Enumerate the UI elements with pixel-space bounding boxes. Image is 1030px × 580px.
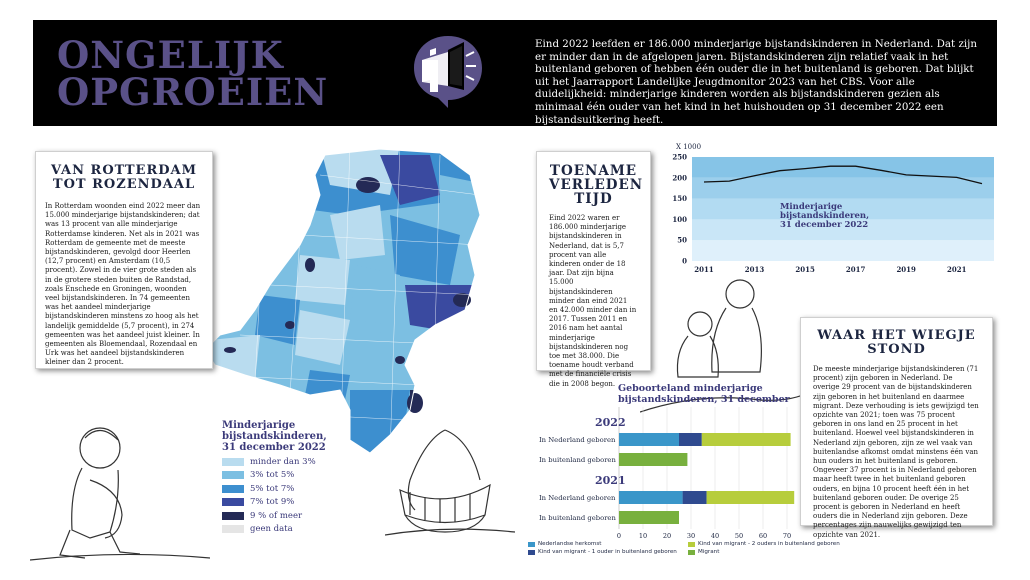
megaphone-bubble-icon bbox=[408, 30, 488, 110]
map-legend-item bbox=[222, 482, 316, 496]
bar-segment bbox=[707, 491, 795, 504]
bar-legend-label: Kind van migrant - 2 ouders in buitenland geboren bbox=[698, 541, 840, 547]
line-chart-title-line: 31 december 2022 bbox=[780, 220, 869, 230]
bar-segment bbox=[619, 453, 687, 466]
map-legend-title bbox=[222, 420, 327, 453]
card-wiegje-heading: WAAR HET WIEGJE STOND bbox=[817, 328, 976, 357]
line-chart-band bbox=[692, 240, 994, 261]
map-legend-swatch bbox=[222, 458, 244, 466]
map-legend-title-line-2: bijstandskinderen, bbox=[222, 431, 327, 442]
map-legend-item bbox=[222, 496, 316, 510]
page-title bbox=[57, 33, 329, 114]
bar-chart-x-tick: 70 bbox=[782, 532, 792, 540]
bar-chart-title-line-2: bijstandskinderen, 31 december bbox=[618, 394, 790, 405]
line-chart-unit-label: X 1000 bbox=[676, 143, 702, 151]
map-legend-label: 7% tot 9% bbox=[250, 497, 295, 508]
bar-legend-item bbox=[688, 549, 719, 555]
intro-text: Eind 2022 leefden er 186.000 minderjarige bijstandskinderen in Nederland. Dat zijn er minder dan in de afgelopen jaren. Bijstandskinderen zijn relatief vaak in het buitenland geboren of hebben één ouder die in het buitenland is geboren. Dat blijkt uit het Jaarrapport Landelijke Jeugdmonitor 2023 van het CBS. Voor alle duidelijkheid: minderjarige kinderen worden als bijstandskinderen gezien als minimaal één ouder van het kind in het huishouden op 31 december 2022 een bijstandsuitkering heeft. bbox=[535, 38, 977, 126]
line-chart-band bbox=[692, 157, 994, 178]
line-chart-x-tick: 2011 bbox=[694, 265, 714, 274]
bar-legend-label: Migrant bbox=[698, 549, 720, 555]
bar-chart-row-label: In Nederland geboren bbox=[539, 494, 616, 502]
line-chart-x-tick: 2017 bbox=[845, 265, 866, 274]
line-chart-y-tick: 0 bbox=[682, 256, 687, 266]
map-legend-label: 9 % of meer bbox=[250, 510, 303, 521]
bar-chart-title-line-1: Geboorteland minderjarige bbox=[618, 383, 763, 394]
line-chart-x-tick: 2019 bbox=[896, 265, 916, 274]
bar-chart-x-tick: 0 bbox=[616, 532, 622, 540]
card-toename-heading: TOENAME VERLEDEN TIJD bbox=[549, 163, 644, 207]
line-chart-y-tick: 50 bbox=[677, 235, 687, 245]
line-chart-x-tick: 2013 bbox=[744, 265, 765, 274]
bar-chart-row-label: In Nederland geboren bbox=[539, 436, 616, 444]
bar-chart-row-label: In buitenland geboren bbox=[539, 456, 616, 464]
map-legend-swatch bbox=[222, 512, 244, 520]
card-toename bbox=[536, 151, 651, 388]
bar-legend-label: Kind van migrant - 1 ouder in buitenland geboren bbox=[538, 549, 677, 555]
bar-segment bbox=[679, 433, 702, 446]
bar-segment bbox=[619, 433, 679, 446]
map-legend-label: 3% tot 5% bbox=[250, 470, 295, 481]
line-chart-title-line: Minderjarige bbox=[780, 202, 843, 212]
line-chart-y-tick: 100 bbox=[672, 214, 687, 224]
line-chart-title-line: bijstandskinderen, bbox=[780, 211, 870, 221]
map-legend-swatch bbox=[222, 525, 244, 533]
map-legend-swatch bbox=[222, 485, 244, 493]
bar-chart-title bbox=[618, 383, 790, 405]
bar-chart-row-label: In buitenland geboren bbox=[539, 514, 616, 522]
bar-chart-year-label: 2021 bbox=[595, 474, 626, 487]
map-legend-item bbox=[222, 523, 316, 537]
bar-legend-swatch bbox=[688, 542, 695, 547]
bar-legend-item bbox=[528, 541, 601, 547]
map-legend-item bbox=[222, 455, 316, 469]
line-chart-y-tick: 200 bbox=[672, 173, 687, 183]
bar-legend-item bbox=[688, 541, 840, 547]
line-chart-band bbox=[692, 178, 994, 199]
map-legend-label: geen data bbox=[250, 524, 293, 535]
netherlands-map bbox=[200, 135, 500, 455]
bar-chart-x-tick: 50 bbox=[734, 532, 744, 540]
bar-segment bbox=[619, 491, 683, 504]
line-chart-y-tick: 150 bbox=[672, 194, 687, 204]
line-chart-x-tick: 2015 bbox=[795, 265, 815, 274]
bar-legend-swatch bbox=[528, 550, 535, 555]
bar-legend-item bbox=[528, 549, 677, 555]
title-line-2: OPGROEIEN bbox=[57, 70, 329, 114]
bar-chart-year-label: 2022 bbox=[595, 416, 626, 429]
bar-chart bbox=[515, 405, 800, 550]
bar-segment bbox=[702, 433, 791, 446]
bar-legend-swatch bbox=[528, 542, 535, 547]
bar-legend-swatch bbox=[688, 550, 695, 555]
bar-segment bbox=[619, 511, 679, 524]
bar-segment bbox=[683, 491, 707, 504]
map-legend-item bbox=[222, 509, 316, 523]
card-toename-body: Eind 2022 waren er 186.000 minderjarige bijstandskinderen in Nederland, dat is 5,7 procent van alle kinderen onder de 18 jaar. Dat zijn bijna 15.000 bijstandskinderen minder dan eind 2021 en 42.000 minder dan in 2017. Tussen 2011 en 2016 nam het aantal minderjarige bijstandskinderen nog toe met 38.000. Die toename houdt verband met de financiële crisis die in 2008 begon. bbox=[549, 214, 637, 388]
map-legend bbox=[222, 455, 316, 536]
map-legend-swatch bbox=[222, 471, 244, 479]
card-rotterdam-body: In Rotterdam woonden eind 2022 meer dan 15.000 minderjarige bijstandskinderen; dat was 13 procent van alle minderjarige Rotterdamse kinderen. Net als in 2021 was Rotterdam de gemeente met de meeste bijstandskinderen, gevolgd door Heerlen (12,7 procent) en Amsterdam (10,5 procent). Zowel in de vier grote steden als in de grotere steden buiten de Randstad, zoals Enschede en Groningen, woonden veel bijstandskinderen. In 74 gemeenten was het aandeel minderjarige bijstandskinderen minstens zo hoog als het landelijk gemiddelde (5,7 procent), in 274 gemeenten was het aandeel juist kleiner. In gemeenten als Bloemendaal, Rozendaal en Urk was het aandeel bijstandskinderen kleiner dan 2 procent. bbox=[45, 202, 201, 367]
bar-chart-x-tick: 40 bbox=[710, 532, 720, 540]
line-chart-y-tick: 250 bbox=[672, 152, 687, 162]
bar-chart-x-tick: 20 bbox=[662, 532, 672, 540]
card-rotterdam-heading: VAN ROTTERDAM TOT ROZENDAAL bbox=[50, 163, 198, 192]
line-chart-x-tick: 2021 bbox=[946, 265, 967, 274]
bar-chart-x-tick: 30 bbox=[686, 532, 696, 540]
map-legend-label: minder dan 3% bbox=[250, 456, 316, 467]
title-line-1: ONGELIJK bbox=[57, 33, 284, 77]
bar-chart-x-tick: 10 bbox=[638, 532, 648, 540]
card-rotterdam bbox=[35, 151, 213, 369]
map-legend-title-line-3: 31 december 2022 bbox=[222, 442, 326, 453]
map-municipalities bbox=[200, 135, 500, 455]
line-chart bbox=[662, 141, 1000, 276]
bar-chart-x-tick: 60 bbox=[758, 532, 768, 540]
map-legend-title-line-1: Minderjarige bbox=[222, 420, 296, 431]
bar-legend-label: Nederlandse herkomst bbox=[538, 541, 602, 547]
map-legend-swatch bbox=[222, 498, 244, 506]
map-legend-item bbox=[222, 469, 316, 483]
card-wiegje bbox=[800, 317, 993, 539]
card-wiegje-body: De meeste minderjarige bijstandskinderen (71 procent) zijn geboren in Nederland. De overige 29 procent van de bijstandskinderen zijn geboren in het buitenland en daarmee migrant. Deze verhouding is iets gewijzigd ten opzichte van 2021; toen was 75 procent geboren in ons land en 25 procent in het buitenland. Hoewel veel bijstandskinderen in Nederland zijn geboren, zijn ze wel vaak van buitenlandse afkomst omdat minstens één van hun ouders in het buitenland is geboren. Ongeveer 37 procent is in Nederland geboren maar heeft twee in het buitenland geboren ouders, en bijna 10 procent heeft één in het buitenland geboren ouder. De overige 25 procent is geboren in Nederland en heeft ouders die in Nederland zijn geboren. Deze percentages zijn nauwelijks gewijzigd ten opzichte van 2021. bbox=[813, 365, 979, 539]
map-legend-label: 5% tot 7% bbox=[250, 483, 295, 494]
sitting-child-drawing bbox=[30, 420, 210, 570]
